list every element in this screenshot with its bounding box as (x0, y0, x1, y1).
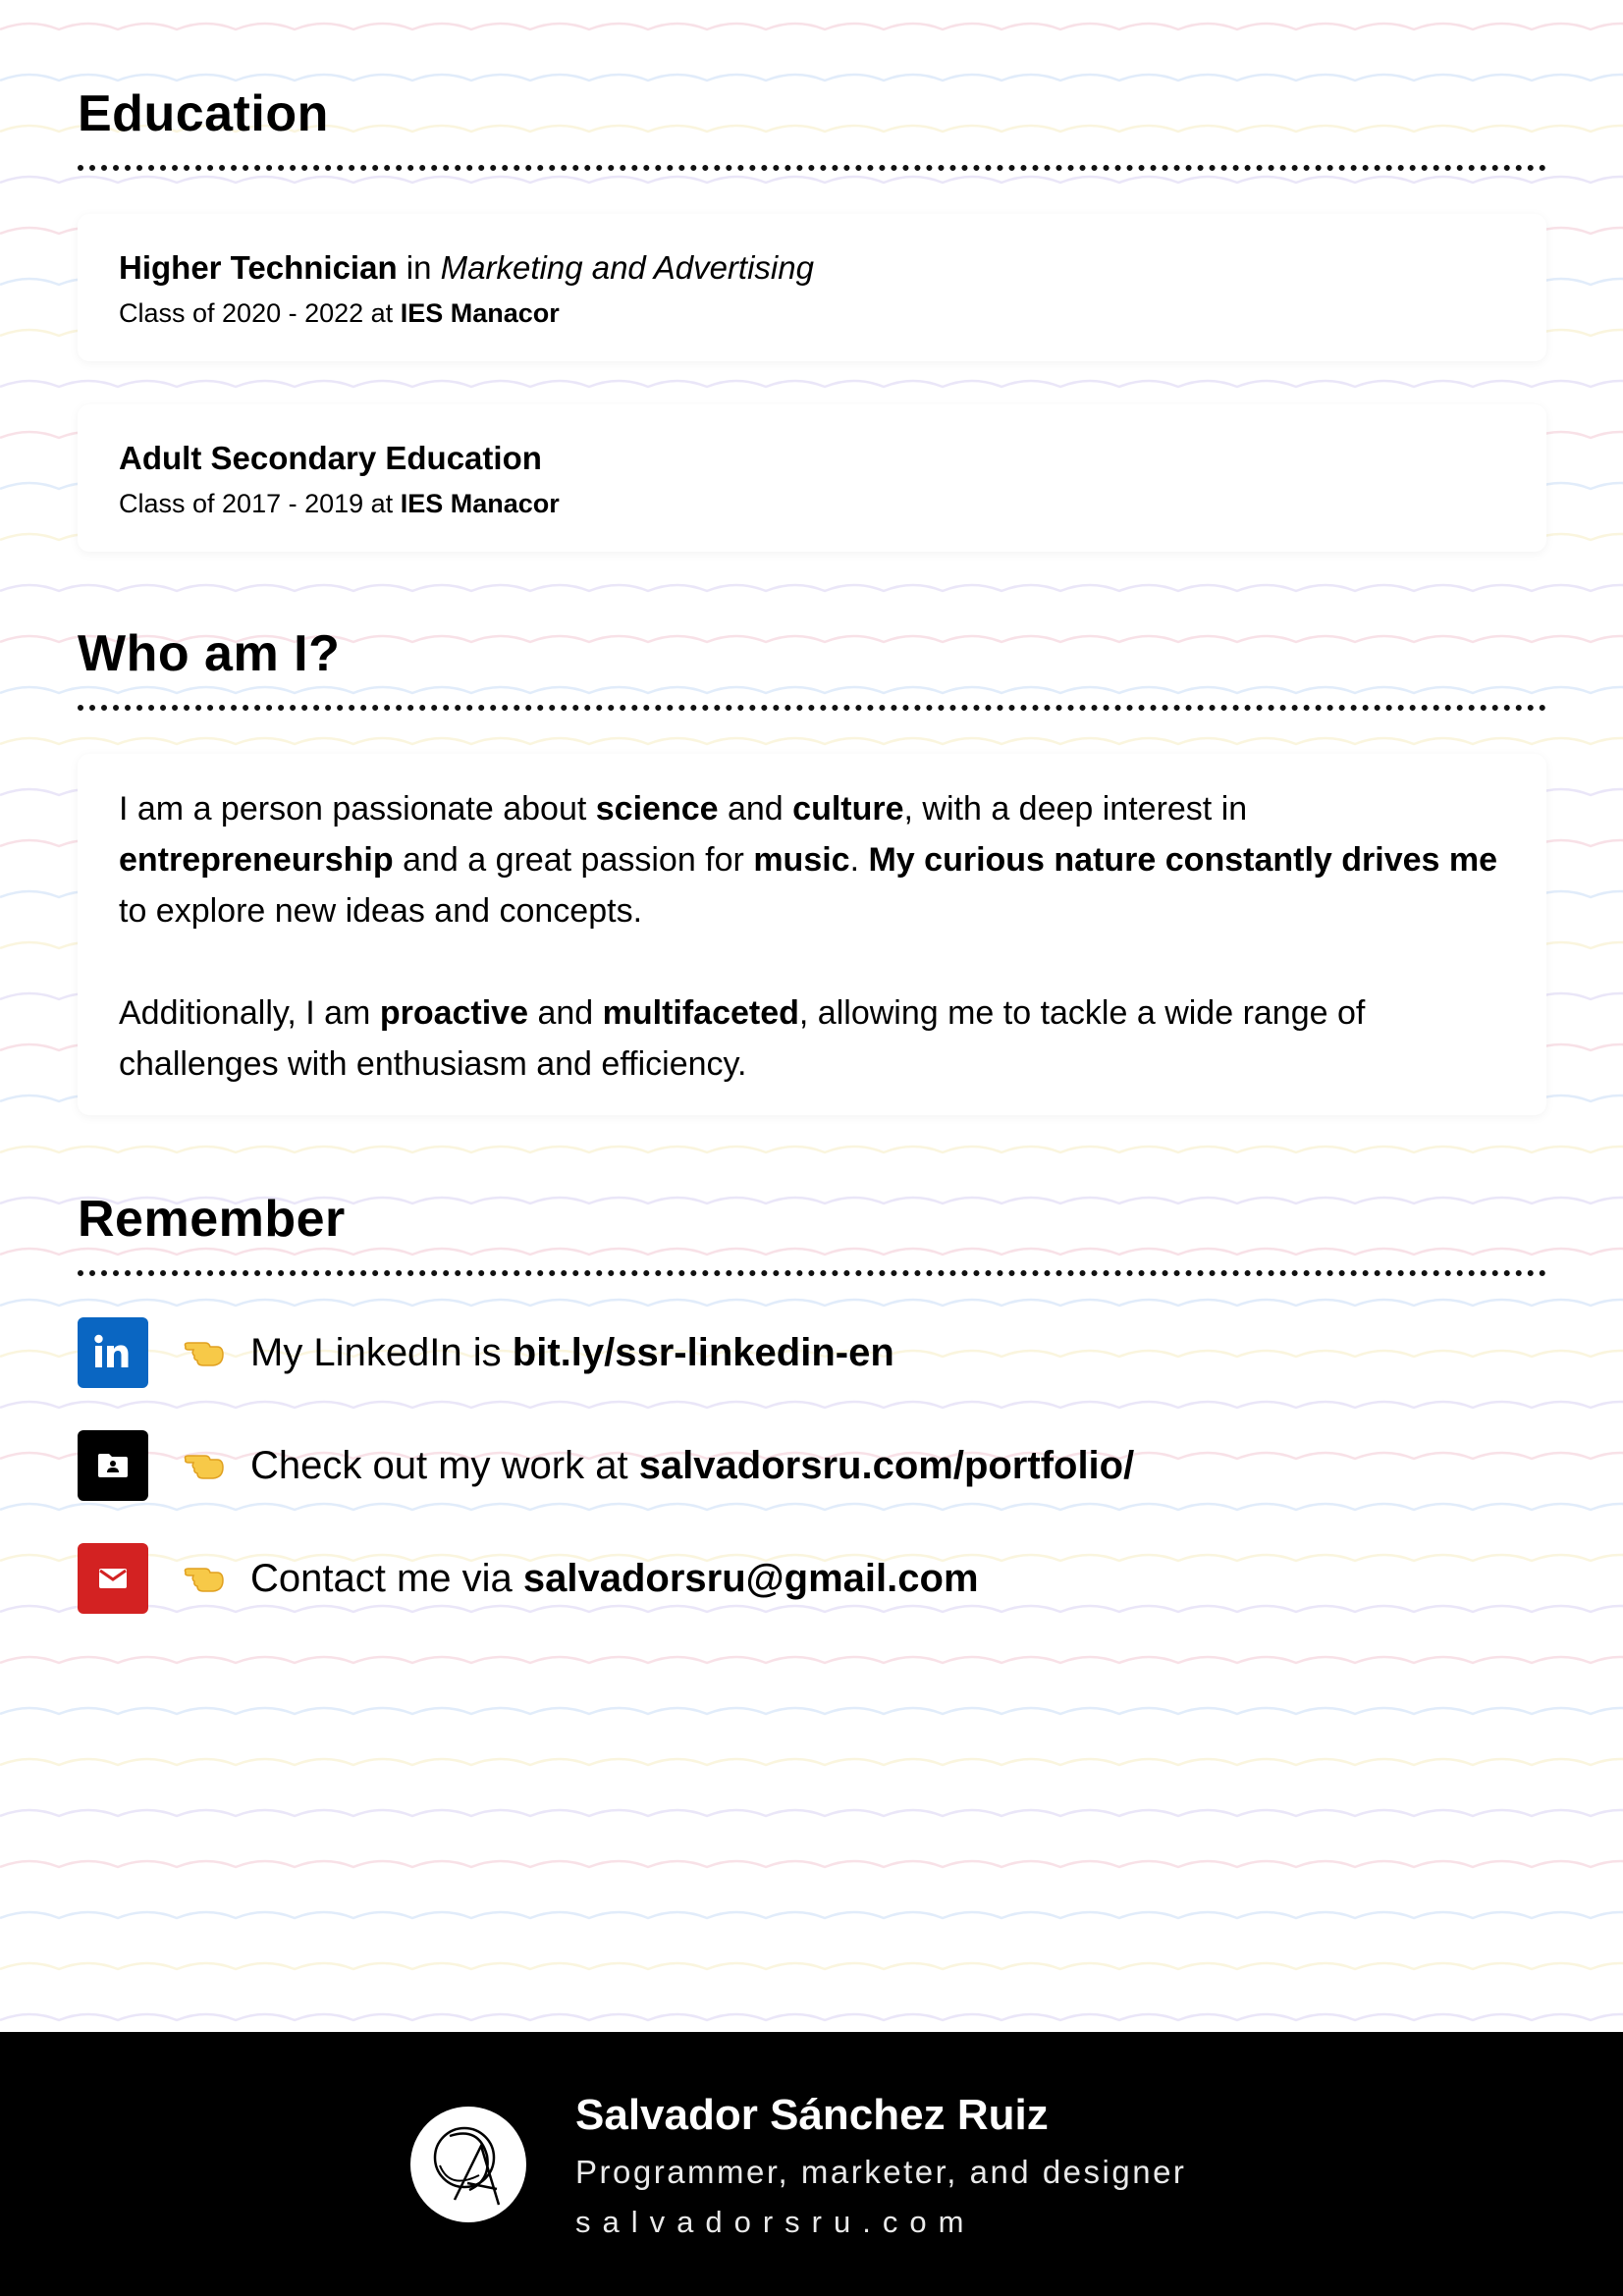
background-wave (0, 1300, 1623, 1306)
about-card (78, 754, 1546, 1115)
logo (410, 2107, 526, 2222)
about-paragraph-1 (119, 783, 1505, 936)
email-text (250, 1557, 979, 1600)
portfolio-text (250, 1444, 1134, 1487)
education-class (119, 489, 560, 519)
background-wave (0, 1759, 1623, 1765)
about-text: and (718, 790, 793, 828)
background-wave (0, 687, 1623, 693)
degree-field: Marketing and Advertising (440, 249, 814, 286)
pointing-hand-icon (182, 1444, 225, 1487)
footer (0, 2032, 1623, 2296)
background-wave (0, 1708, 1623, 1714)
class-years: Class of 2017 - 2019 at (119, 489, 401, 518)
footer-website[interactable]: salvadorsru.com (575, 2205, 976, 2239)
class-years: Class of 2020 - 2022 at (119, 298, 401, 328)
about-keyword: entrepreneurship (119, 841, 394, 879)
remember-label: Contact me via (250, 1557, 523, 1600)
linkedin-row[interactable] (78, 1317, 1546, 1388)
about-paragraph-2 (119, 988, 1505, 1090)
about-text: and (528, 994, 603, 1032)
linkedin-text (250, 1331, 894, 1374)
background-wave (0, 1861, 1623, 1867)
email-row[interactable] (78, 1543, 1546, 1614)
about-divider (78, 705, 1546, 711)
background-wave (0, 1810, 1623, 1816)
about-text: . (849, 841, 869, 879)
about-heading: Who am I? (78, 625, 341, 682)
portfolio-link[interactable]: salvadorsru.com/portfolio/ (638, 1444, 1135, 1487)
about-text: I am a person passionate about (119, 790, 596, 828)
education-card (78, 214, 1546, 361)
degree-connector: in (397, 249, 441, 286)
background-wave (0, 738, 1623, 744)
background-wave (0, 2014, 1623, 2020)
background-wave (0, 1657, 1623, 1663)
footer-name: Salvador Sánchez Ruiz (575, 2091, 1049, 2139)
background-wave (0, 24, 1623, 29)
remember-divider (78, 1270, 1546, 1276)
education-card (78, 404, 1546, 552)
degree-name: Adult Secondary Education (119, 440, 542, 476)
about-keyword: multifaceted (602, 994, 799, 1032)
about-text: Additionally, I am (119, 994, 380, 1032)
education-degree (119, 440, 542, 477)
about-keyword: music (753, 841, 850, 879)
pointing-hand-icon (182, 1557, 225, 1600)
education-class (119, 298, 560, 329)
school-name: IES Manacor (400, 298, 560, 328)
about-text: , with a deep interest in (903, 790, 1248, 828)
background-wave (0, 1912, 1623, 1918)
degree-name: Higher Technician (119, 249, 398, 286)
footer-role: Programmer, marketer, and designer (575, 2154, 1187, 2190)
background-wave (0, 75, 1623, 80)
about-text: and a great passion for (393, 841, 754, 879)
pointing-hand-icon (182, 1331, 225, 1374)
remember-heading: Remember (78, 1191, 346, 1248)
education-heading: Education (78, 85, 329, 142)
school-name: IES Manacor (400, 489, 560, 518)
portfolio-row[interactable] (78, 1430, 1546, 1501)
background-wave (0, 381, 1623, 387)
portfolio-folder-icon[interactable] (78, 1430, 148, 1501)
email-link[interactable]: salvadorsru@gmail.com (522, 1557, 979, 1600)
background-wave (0, 1249, 1623, 1255)
background-wave (0, 585, 1623, 591)
about-keyword: My curious nature constantly drives me (868, 841, 1498, 879)
education-degree (119, 249, 814, 287)
education-divider (78, 165, 1546, 171)
background-wave (0, 1963, 1623, 1969)
about-keyword: proactive (379, 994, 529, 1032)
about-keyword: culture (792, 790, 904, 828)
linkedin-icon[interactable] (78, 1317, 148, 1388)
background-wave (0, 177, 1623, 183)
remember-label: My LinkedIn is (250, 1331, 513, 1374)
background-wave (0, 1504, 1623, 1510)
background-wave (0, 1402, 1623, 1408)
about-keyword: science (595, 790, 719, 828)
mail-icon[interactable] (78, 1543, 148, 1614)
about-text: , allowing me to tackle a wide range of challenges with enthusiasm and efficiency. (119, 994, 1366, 1083)
background-wave (0, 1147, 1623, 1152)
about-text: to explore new ideas and concepts. (119, 892, 643, 930)
linkedin-link[interactable]: bit.ly/ssr-linkedin-en (512, 1331, 894, 1374)
remember-label: Check out my work at (250, 1444, 639, 1487)
